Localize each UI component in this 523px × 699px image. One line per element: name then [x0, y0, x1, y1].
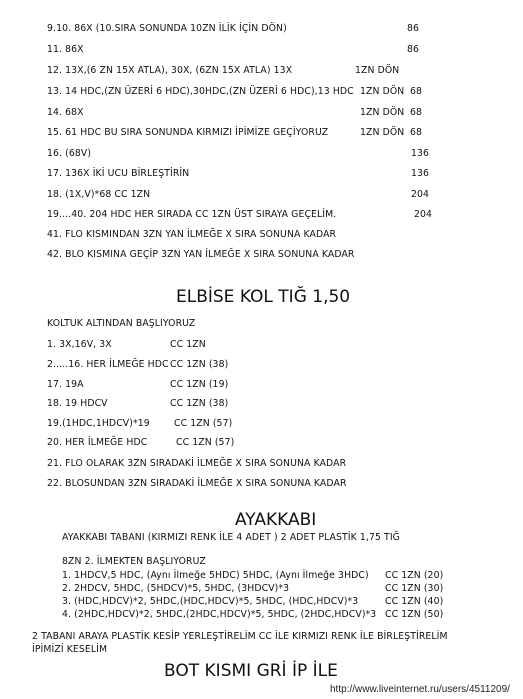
instruction-line: 41. FLO KISMINDAN 3ZN YAN İLMEĞE X SIRA SONUNA KADAR [47, 229, 337, 240]
row-instruction: 1. 1HDCV,5 HDC, (Aynı İlmeğe 5HDC) 5HDC, (Aynı İlmeğe 3HDC) [62, 570, 369, 581]
row-count: CC 1ZN (50) [385, 609, 444, 620]
row-instruction: 1. 3X,16V, 3X [47, 339, 112, 350]
row-instruction: 18. 19 HDCV [47, 398, 108, 409]
instruction-line: 21. FLO OLARAK 3ZN SIRADAKİ İLMEĞE X SIRA SONUNA KADAR [47, 458, 347, 469]
row-count: CC 1ZN (57) [176, 437, 235, 448]
turn-note: 1ZN DÖN [360, 86, 405, 97]
watermark-url: http://www.liveinternet.ru/users/4511209/ [330, 684, 510, 695]
row-count: CC 1ZN (19) [170, 379, 229, 390]
section-intro: KOLTUK ALTINDAN BAŞLIYORUZ [47, 318, 196, 329]
instruction-line: 15. 61 HDC BU SIRA SONUNDA KIRMIZI İPİMİZE GEÇİYORUZ [47, 127, 329, 138]
row-instruction: 3. (HDC,HDCV)*2, 5HDC,(HDC,HDCV)*5, 5HDC, (HDC,HDCV)*3 [62, 596, 359, 607]
section-title: ELBİSE KOL TIĞ 1,50 [176, 287, 351, 307]
row-instruction: 2. 2HDCV, 5HDC, (5HDCV)*5, 5HDC, (3HDCV)*3 [62, 583, 290, 594]
instruction-line: 22. BLOSUNDAN 3ZN SIRADAKİ İLMEĞE X SIRA SONUNA KADAR [47, 478, 347, 489]
instruction-line: 16. (68V) [47, 148, 92, 159]
row-count: CC 1ZN (40) [385, 596, 444, 607]
note-line: İPİMİZİ KESELİM [32, 644, 108, 655]
stitch-count: 68 [410, 86, 423, 97]
stitch-count: 136 [411, 168, 430, 179]
row-instruction: 17. 19A [47, 379, 84, 390]
stitch-count: 204 [411, 189, 430, 200]
stitch-count: 68 [410, 107, 423, 118]
stitch-count: 68 [410, 127, 423, 138]
row-count: CC 1ZN (38) [170, 398, 229, 409]
instruction-line: 18. (1X,V)*68 CC 1ZN [47, 189, 151, 200]
row-instruction: 4. (2HDC,HDCV)*2, 5HDC,(2HDC,HDCV)*5, 5HDC, (2HDC,HDCV)*3 [62, 609, 377, 620]
instruction-line: 42. BLO KISMINA GEÇİP 3ZN YAN İLMEĞE X SIRA SONUNA KADAR [47, 249, 355, 260]
note-line: 2 TABANI ARAYA PLASTİK KESİP YERLEŞTİRELİM CC İLE KIRMIZI RENK İLE BİRLEŞTİRELİM [32, 631, 448, 642]
row-count: CC 1ZN (30) [385, 583, 444, 594]
turn-note: 1ZN DÖN [355, 65, 400, 76]
stitch-count: 204 [414, 209, 433, 220]
instruction-line: 14. 68X [47, 107, 84, 118]
row-instruction: 2.....16. HER İLMEĞE HDC [47, 359, 169, 370]
section-subtitle: AYAKKABI TABANI (KIRMIZI RENK İLE 4 ADET ) 2 ADET PLASTİK 1,75 TIĞ [62, 532, 400, 543]
section-intro: 8ZN 2. İLMEKTEN BAŞLIYORUZ [62, 556, 206, 567]
instruction-line: 13. 14 HDC,(ZN ÜZERİ 6 HDC),30HDC,(ZN ÜZERİ 6 HDC),13 HDC [47, 86, 354, 97]
turn-note: 1ZN DÖN [360, 107, 405, 118]
instruction-line: 12. 13X,(6 ZN 15X ATLA), 30X, (6ZN 15X ATLA) 13X [47, 65, 293, 76]
row-instruction: 20. HER İLMEĞE HDC [47, 437, 148, 448]
instruction-line: 17. 136X İKİ UCU BİRLEŞTİRİN [47, 168, 190, 179]
row-count: CC 1ZN (20) [385, 570, 444, 581]
row-instruction: 19.(1HDC,1HDCV)*19 [47, 418, 150, 429]
stitch-count: 136 [411, 148, 430, 159]
instruction-line: 9.10. 86X (10.SIRA SONUNDA 10ZN İLİK İÇİN DÖN) [47, 23, 287, 34]
section-title: AYAKKABI [235, 510, 317, 530]
row-count: CC 1ZN (38) [170, 359, 229, 370]
instruction-line: 11. 86X [47, 44, 84, 55]
row-count: CC 1ZN [170, 339, 206, 350]
stitch-count: 86 [407, 23, 420, 34]
section-title: BOT KISMI GRİ İP İLE [164, 661, 338, 681]
stitch-count: 86 [407, 44, 420, 55]
turn-note: 1ZN DÖN [360, 127, 405, 138]
row-count: CC 1ZN (57) [174, 418, 233, 429]
instruction-line: 19....40. 204 HDC HER SIRADA CC 1ZN ÜST SIRAYA GEÇELİM. [47, 209, 337, 220]
